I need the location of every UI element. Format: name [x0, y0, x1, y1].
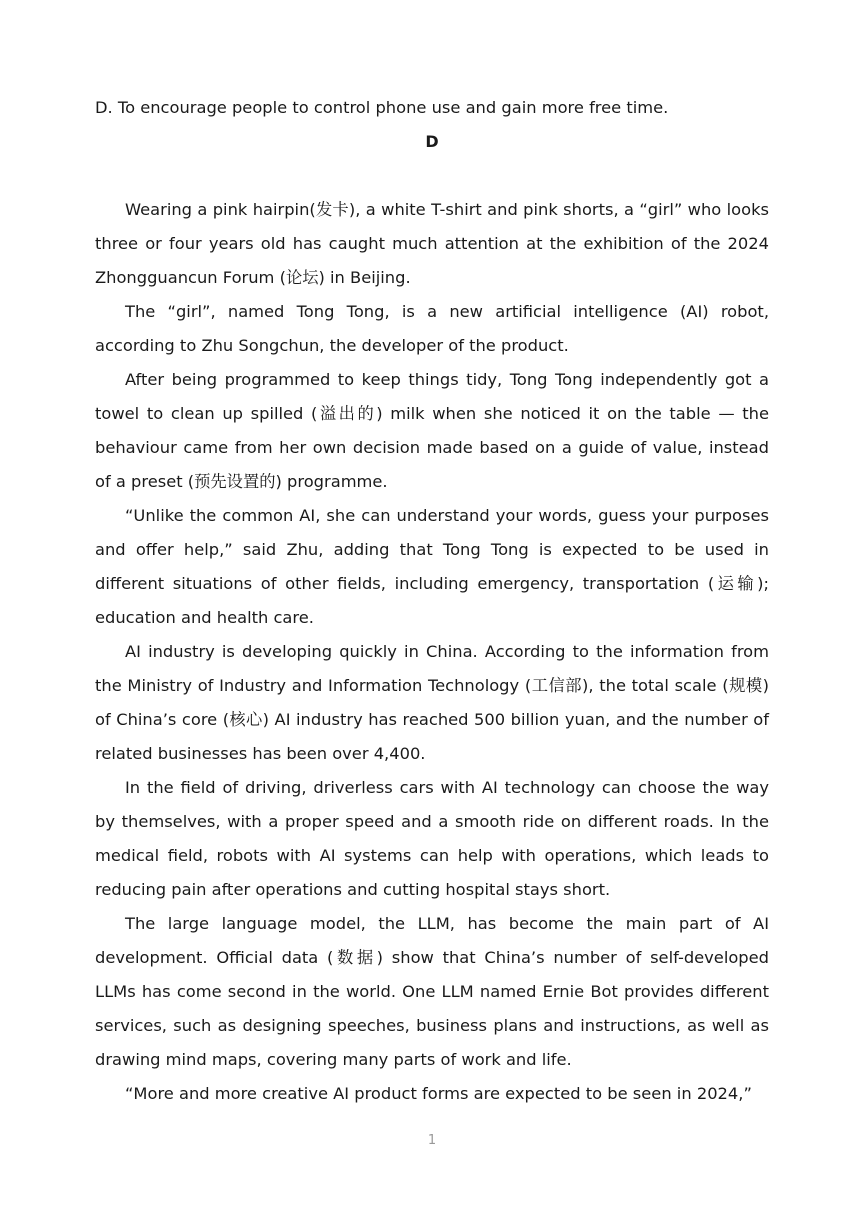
paragraph-3: After being programmed to keep things tidy, Tong Tong independently got a towel to clean up spilled (溢出的) milk when she noticed it on the table — the behaviour came from her own decision made based on a guide of value, instead of a preset (预先设置的) programme. — [95, 370, 769, 491]
paragraph-1: Wearing a pink hairpin(发卡), a white T-shirt and pink shorts, a “girl” who looks three or four years old has caught much attention at the exhibition of the 2024 Zhongguancun Forum (论坛) in Beijing. — [95, 200, 769, 287]
paragraph-5: AI industry is developing quickly in China. According to the information from the Ministry of Industry and Information Technology (工信部), the total scale (规模) of China’s core (核心) AI industry has reached 500 billion yuan, and the number of related businesses has been over 4,400. — [95, 642, 769, 763]
section-heading: D — [425, 132, 439, 151]
page-number: 1 — [427, 1133, 437, 1148]
article-body — [95, 193, 769, 1111]
paragraph-8: “More and more creative AI product forms are expected to be seen in 2024,” — [125, 1084, 752, 1103]
paragraph-7: The large language model, the LLM, has become the main part of AI development. Official data (数据) show that China’s number of self-developed LLMs has come second in the world. One LLM named Ernie Bot provides different services, such as designing speeches, business plans and instructions, as well as drawing mind maps, covering many parts of work and life. — [95, 914, 769, 1069]
paragraph-6: In the field of driving, driverless cars with AI technology can choose the way by themselves, with a proper speed and a smooth ride on different roads. In the medical field, robots with AI systems can help with operations, which leads to reducing pain after operations and cutting hospital stays short. — [95, 778, 769, 899]
answer-option-d: D. To encourage people to control phone use and gain more free time. — [95, 98, 669, 117]
paragraph-4: “Unlike the common AI, she can understand your words, guess your purposes and offer help,” said Zhu, adding that Tong Tong is expected to be used in different situations of other fields, including emergency, transportation (运输); education and health care. — [95, 506, 769, 627]
paragraph-2: The “girl”, named Tong Tong, is a new artificial intelligence (AI) robot, according to Zhu Songchun, the developer of the product. — [95, 302, 769, 355]
